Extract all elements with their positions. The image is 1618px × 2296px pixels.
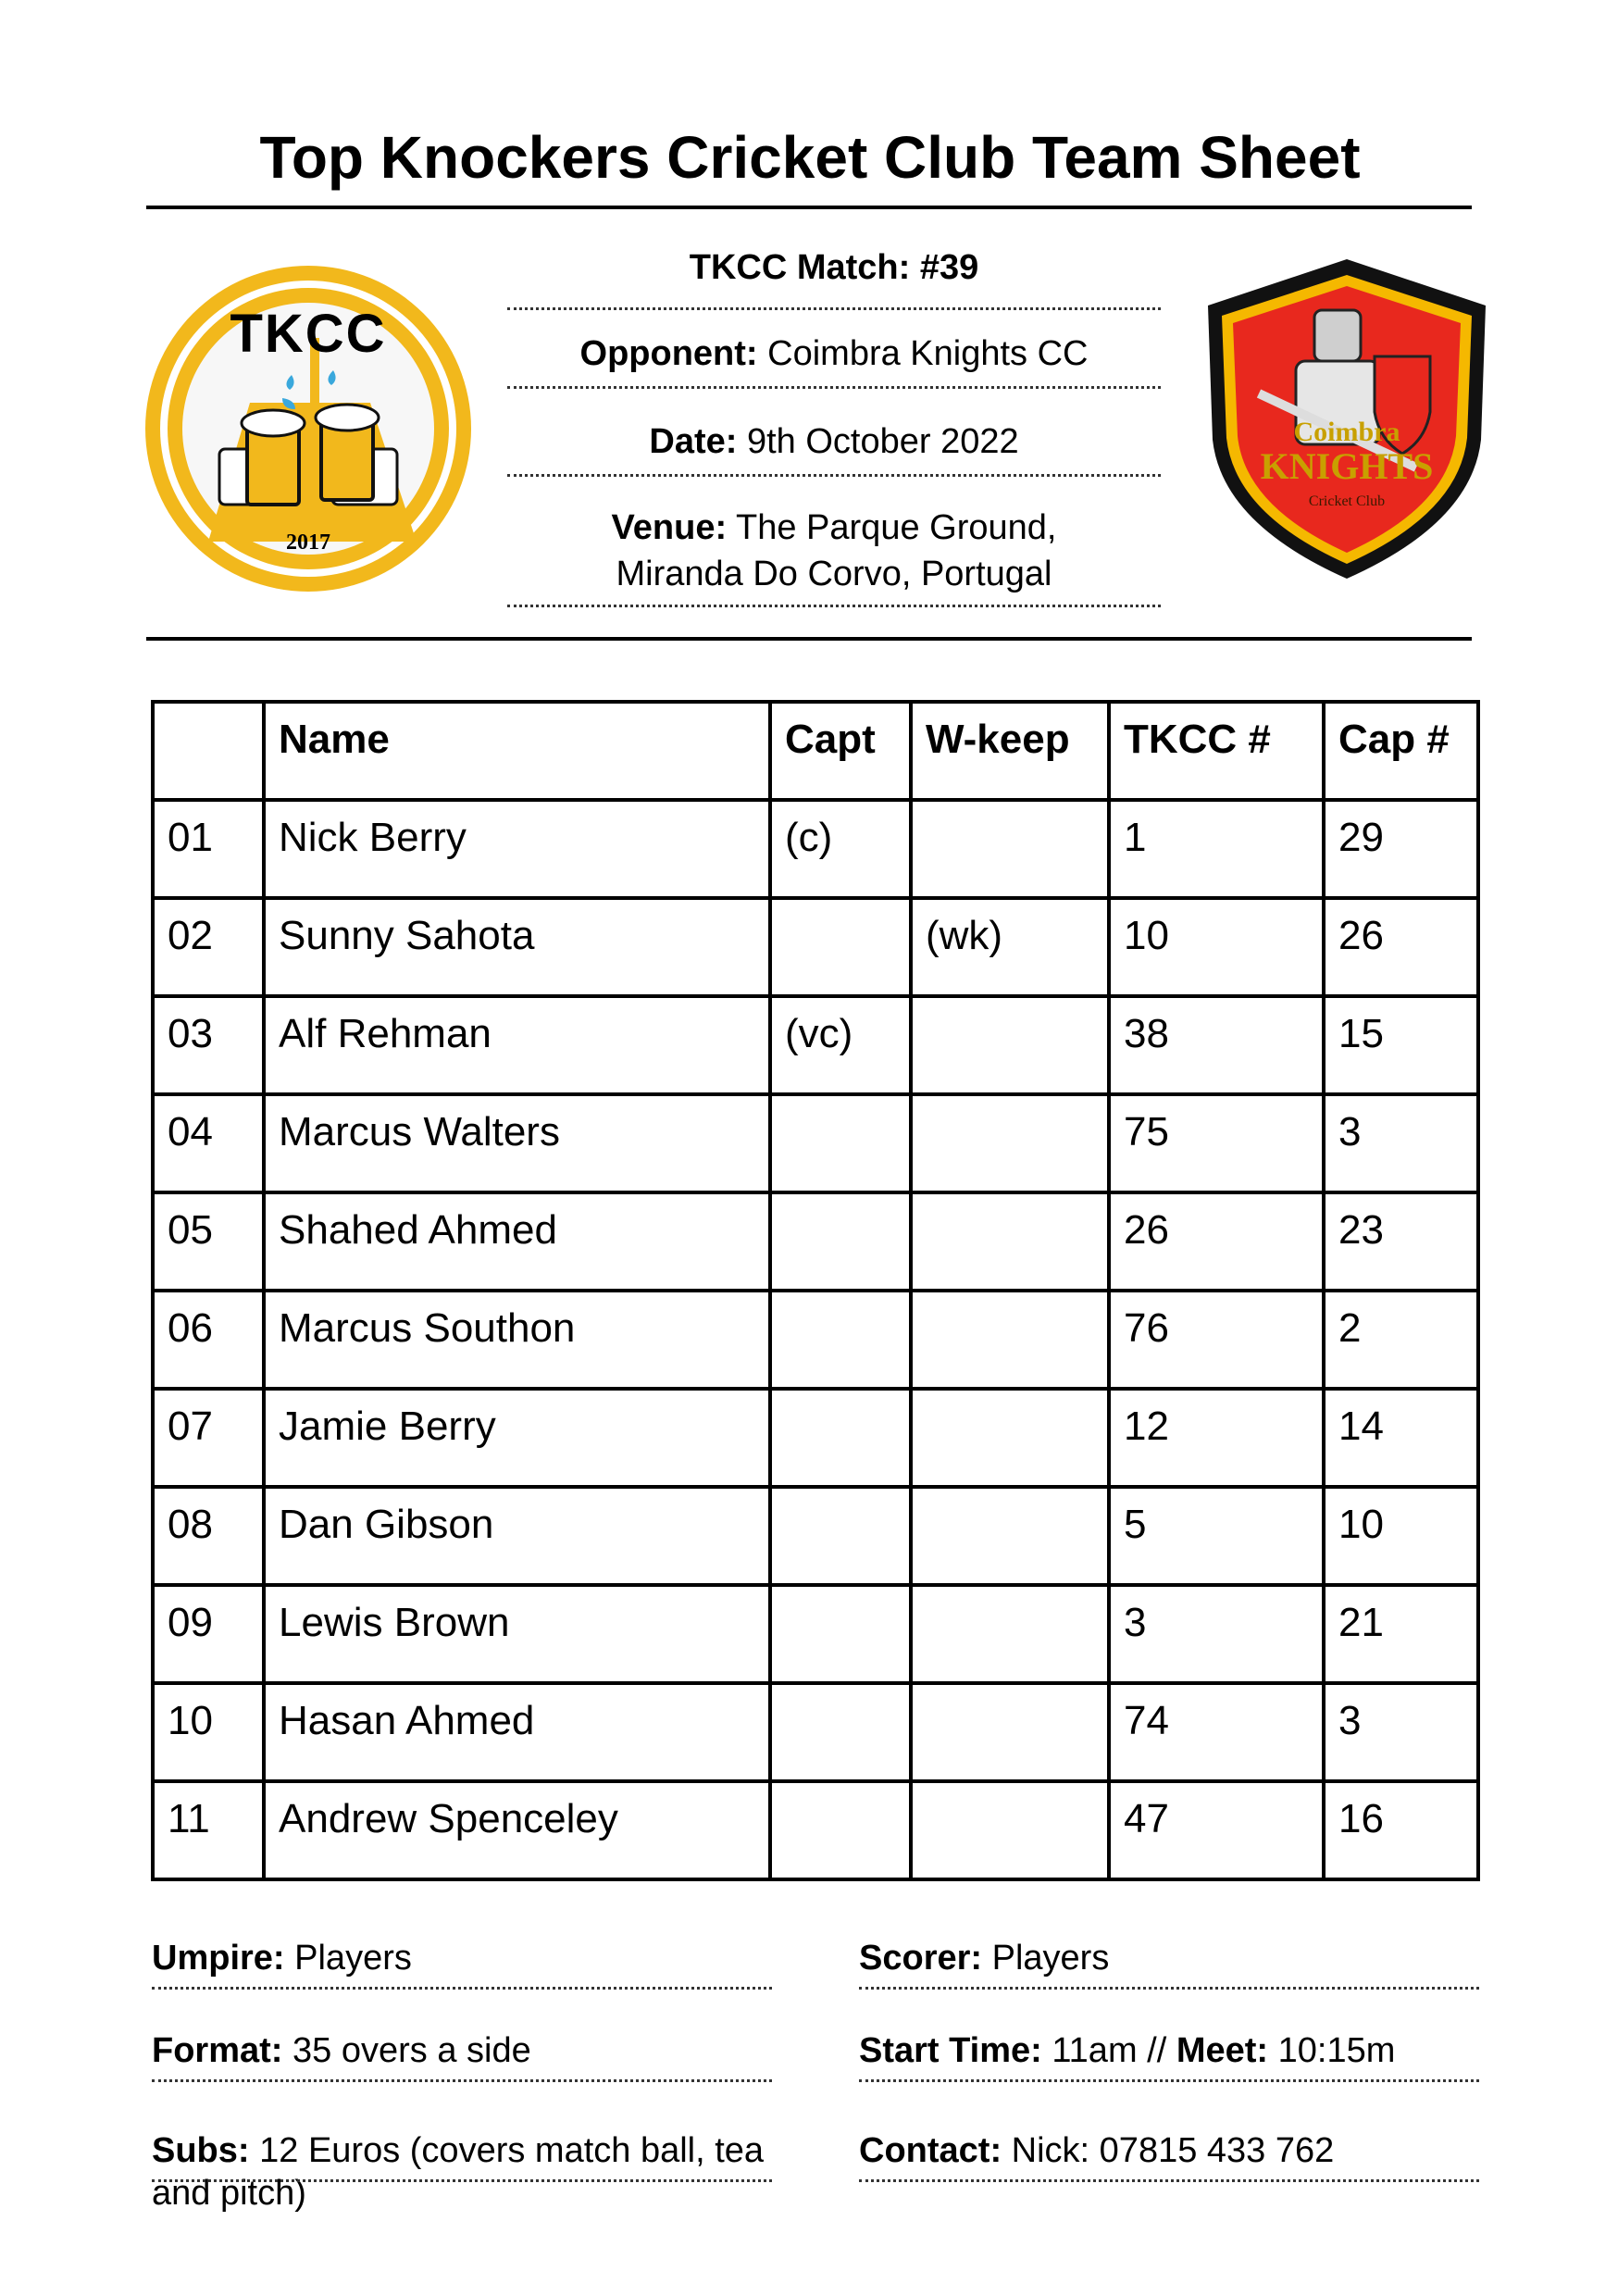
table-row: 10 Hasan Ahmed 74 3 bbox=[153, 1683, 1478, 1781]
match-date: Date: 9th October 2022 bbox=[649, 422, 1019, 461]
table-row: 06 Marcus Southon 76 2 bbox=[153, 1291, 1478, 1389]
format-field: Format: 35 overs a side bbox=[152, 2029, 772, 2082]
col-header-cap: Cap # bbox=[1324, 702, 1478, 800]
contact-field: Contact: Nick: 07815 433 762 bbox=[859, 2129, 1479, 2182]
match-number: TKCC Match: #39 bbox=[689, 248, 979, 287]
table-header-row bbox=[153, 702, 1478, 800]
dotted-divider bbox=[507, 307, 1161, 310]
knights-logo-line1: Coimbra bbox=[1293, 417, 1400, 447]
table-row: 02 Sunny Sahota (wk) 10 26 bbox=[153, 898, 1478, 996]
knights-logo-line3: Cricket Club bbox=[1308, 493, 1386, 509]
opponent: Opponent: Coimbra Knights CC bbox=[579, 334, 1089, 373]
tkcc-logo bbox=[143, 264, 473, 593]
tkcc-logo-year: 2017 bbox=[286, 530, 330, 555]
col-header-name: Name bbox=[264, 702, 770, 800]
table-row: 04 Marcus Walters 75 3 bbox=[153, 1094, 1478, 1192]
col-header-wkeep: W-keep bbox=[911, 702, 1109, 800]
table-row: 11 Andrew Spenceley 47 16 bbox=[153, 1781, 1478, 1879]
coimbra-knights-logo bbox=[1203, 255, 1490, 583]
subs-field: Subs: 12 Euros (covers match ball, tea and pitch) bbox=[152, 2129, 772, 2215]
dotted-divider bbox=[507, 474, 1161, 477]
title-divider bbox=[146, 206, 1472, 209]
start-time-field: Start Time: 11am // Meet: 10:15m bbox=[859, 2029, 1479, 2082]
table-row: 01 Nick Berry (c) 1 29 bbox=[153, 800, 1478, 898]
scorer-field: Scorer: Players bbox=[859, 1937, 1479, 1990]
venue: Venue: The Parque Ground, Miranda Do Corvo, Portugal bbox=[611, 508, 1057, 593]
table-row: 03 Alf Rehman (vc) 38 15 bbox=[153, 996, 1478, 1094]
knights-logo-line2: KNIGHTS bbox=[1260, 445, 1434, 487]
dotted-divider bbox=[507, 605, 1161, 607]
col-header-tkcc: TKCC # bbox=[1109, 702, 1324, 800]
table-row: 07 Jamie Berry 12 14 bbox=[153, 1389, 1478, 1487]
dotted-divider bbox=[507, 386, 1161, 389]
team-table bbox=[151, 700, 1480, 1881]
col-header-number bbox=[153, 702, 264, 800]
header-divider bbox=[146, 637, 1472, 641]
umpire-field: Umpire: Players bbox=[152, 1937, 772, 1990]
match-info bbox=[507, 248, 1161, 607]
col-header-capt: Capt bbox=[770, 702, 911, 800]
tkcc-logo-text: TKCC bbox=[230, 304, 387, 364]
table-row: 09 Lewis Brown 3 21 bbox=[153, 1585, 1478, 1683]
table-row: 05 Shahed Ahmed 26 23 bbox=[153, 1192, 1478, 1291]
table-row: 08 Dan Gibson 5 10 bbox=[153, 1487, 1478, 1585]
page-title: Top Knockers Cricket Club Team Sheet bbox=[259, 124, 1361, 191]
